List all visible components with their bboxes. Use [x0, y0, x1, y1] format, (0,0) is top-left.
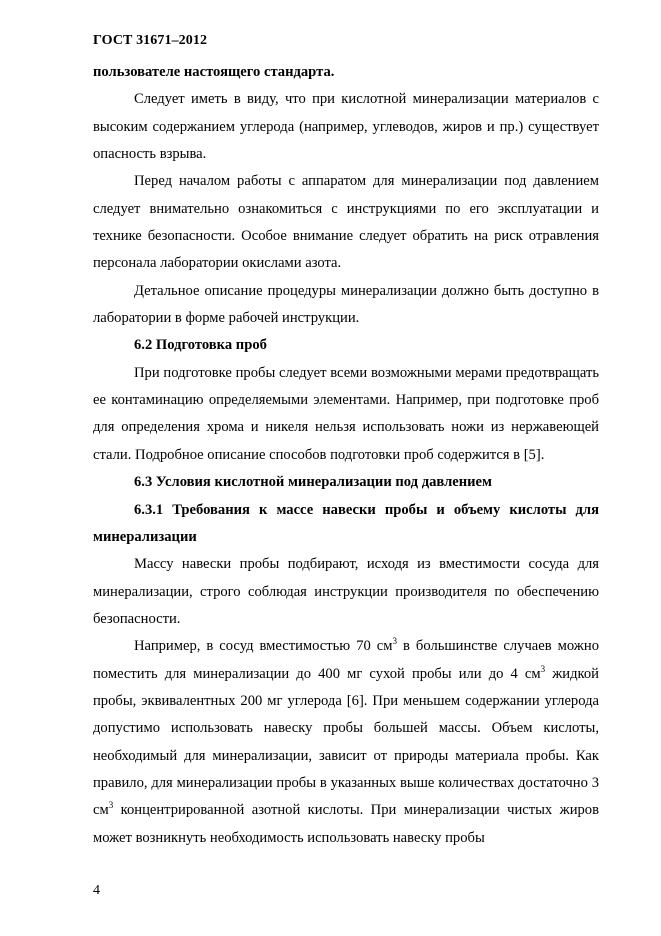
superscript: 3: [392, 636, 398, 647]
document-body: [93, 59, 599, 852]
text-run: концентрированной азотной кислоты. При минерализации чистых жиров может возникнуть необходимость использовать навеску пробы: [93, 802, 599, 846]
section-heading-6-3: 6.3 Условия кислотной минерализации под давлением: [134, 474, 492, 491]
section-heading-6-3-1: 6.3.1 Требования к массе навески пробы и объему кислоты для минерализации: [93, 501, 599, 545]
superscript: 3: [108, 800, 114, 811]
section-heading-6-2: 6.2 Подготовка проб: [134, 337, 267, 354]
paragraph-example-volume: [93, 633, 599, 852]
text-run: жидкой пробы, эквивалентных 200 мг углерода [6]. При меньшем содержании углерода допустимо использовать навеску пробы большей массы. Объем кислоты, необходимый для минерализации, зависит от природы материала пробы. Как правило, для минерализации пробы в указанных выше количествах достаточно 3 см: [93, 665, 599, 819]
superscript: 3: [540, 663, 546, 674]
text-run: в большинстве случаев можно поместить для минерализации до 400 мг сухой пробы или до 4 см: [93, 638, 599, 682]
page-number: 4: [93, 883, 100, 898]
document-header: ГОСТ 31671–2012: [93, 33, 208, 48]
paragraph-continuation: пользователе настоящего стандарта.: [93, 64, 335, 80]
paragraph-explosion-warning: Следует иметь в виду, что при кислотной минерализации материалов с высоким содержанием углерода (например, углеводов, жиров и пр.) существует опасность взрыва.: [93, 91, 599, 163]
paragraph-safety-instructions: Перед началом работы с аппаратом для минерализации под давлением следует внимательно ознакомиться с инструкциями по его эксплуатации и технике безопасности. Особое внимание следует обратить на риск отравления персонала лаборатории окислами азота.: [93, 173, 599, 272]
paragraph-procedure-description: Детальное описание процедуры минерализации должно быть доступно в лаборатории в форме рабочей инструкции.: [93, 282, 599, 327]
text-run: Например, в сосуд вместимостью 70 см: [134, 638, 393, 655]
paragraph-sample-mass: Массу навески пробы подбирают, исходя из вместимости сосуда для минерализации, строго соблюдая инструкции производителя по обеспечению безопасности.: [93, 556, 599, 627]
paragraph-sample-preparation: При подготовке пробы следует всеми возможными мерами предотвращать ее контаминацию определяемыми элементами. Например, при подготовке проб для определения хрома и никеля нельзя использовать ножи из нержавеющей стали. Подробное описание способов подготовки проб содержится в [5].: [93, 364, 599, 463]
